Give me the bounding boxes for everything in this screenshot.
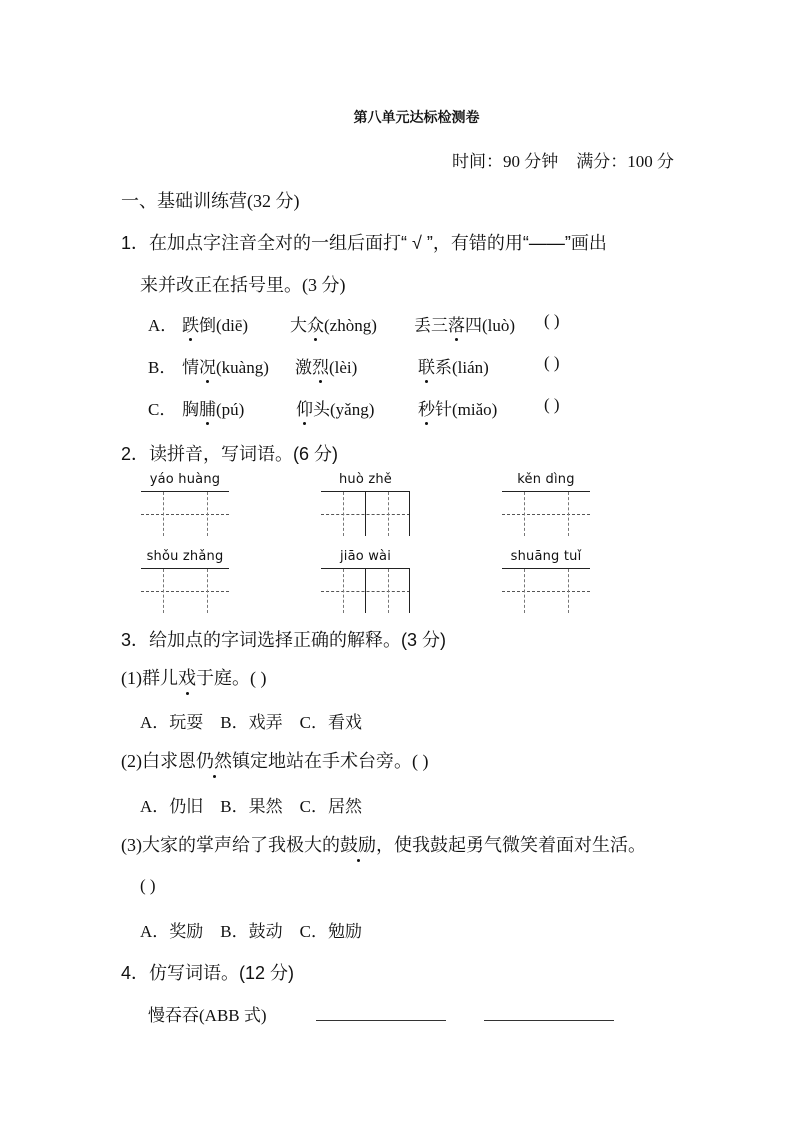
writing-box[interactable]: [502, 491, 590, 536]
word-item: 跌倒(diē): [182, 311, 248, 336]
grid-pinyin: shǒu zhǎng: [146, 549, 224, 564]
q2-prompt-text: 读拼音，写词语。(6 分): [149, 444, 339, 464]
dotted-char: 况: [199, 353, 216, 378]
q3-sub3-answer[interactable]: ( ): [140, 876, 156, 895]
dotted-char: 鼓励: [340, 831, 376, 857]
q4-prompt-text: 仿写词语。(12 分): [149, 963, 295, 983]
dotted-char: 落: [448, 311, 465, 336]
q1-prompt: [121, 229, 607, 255]
q3-prompt: [121, 626, 446, 652]
answer-blank-2[interactable]: [484, 1020, 614, 1021]
q2-number: 2．: [121, 444, 150, 464]
word-item: 秒针(miǎo): [418, 395, 497, 420]
word-item: 情况(kuàng): [182, 353, 269, 378]
exam-meta: [452, 147, 674, 172]
writing-box[interactable]: [141, 491, 229, 536]
writing-box[interactable]: [321, 568, 410, 613]
q3-sub3-choices: A．奖励 B．鼓动 C．勉励: [140, 922, 362, 941]
dotted-char: 秒: [418, 395, 435, 420]
dotted-char: 跌: [182, 311, 199, 336]
option-label: C．: [148, 400, 177, 419]
q3-sub1-choices: A．玩耍 B．戏弄 C．看戏: [140, 713, 362, 732]
q3-prompt-text: 给加点的字词选择正确的解释。(3 分): [149, 630, 447, 650]
writing-box[interactable]: [321, 491, 410, 536]
dotted-char: 戏: [178, 664, 196, 690]
answer-parens[interactable]: ( ): [544, 395, 560, 414]
option-label: A．: [148, 316, 178, 335]
writing-box[interactable]: [141, 568, 229, 613]
full-score: 满分：100 分: [576, 152, 674, 171]
q4-example: 慢吞吞(ABB 式): [148, 1006, 267, 1025]
q3-sub3: (3)大家的掌声给了我极大的鼓励，使我鼓起勇气微笑着面对生活。: [121, 831, 646, 857]
dotted-char: 脯: [199, 395, 216, 420]
word-item: 丢三落四(luò): [414, 311, 515, 336]
q3-sub2-choices: A．仍旧 B．果然 C．居然: [140, 797, 362, 816]
q1-prompt-line1: 在加点字注音全对的一组后面打“ √ ”，有错的用“——”画出: [149, 233, 607, 253]
q4-number: 4．: [121, 963, 150, 983]
word-item: 仰头(yǎng): [296, 395, 374, 420]
q4-prompt: [121, 959, 294, 985]
writing-box[interactable]: [502, 568, 590, 613]
q2-prompt: [121, 440, 338, 466]
q3-number: 3．: [121, 630, 150, 650]
dotted-char: 联: [418, 353, 435, 378]
word-item: 大众(zhòng): [290, 311, 377, 336]
q1-prompt-line2: 来并改正在括号里。(3 分): [140, 275, 346, 295]
grid-pinyin: kěn dìng: [517, 472, 575, 487]
grid-pinyin: huò zhě: [338, 472, 393, 487]
option-label: B．: [148, 358, 177, 377]
dotted-char: 众: [307, 311, 324, 336]
grid-pinyin: jiāo wài: [339, 549, 392, 564]
word-item: 激烈(lèi): [295, 353, 357, 378]
grid-pinyin: yáo huàng: [149, 472, 221, 487]
dotted-char: 烈: [312, 353, 329, 378]
q3-sub1: (1)群儿戏于庭。( ): [121, 664, 267, 690]
section-heading: 一、基础训练营(32 分): [121, 191, 300, 211]
answer-parens[interactable]: ( ): [544, 311, 560, 330]
grid-pinyin: shuāng tuǐ: [510, 549, 582, 564]
q1-number: 1．: [121, 233, 150, 253]
time-limit: 时间：90 分钟: [452, 152, 559, 171]
dotted-char: 仍然: [196, 747, 232, 773]
dotted-char: 仰: [296, 395, 313, 420]
word-item: 联系(lián): [418, 353, 489, 378]
q3-sub2: (2)白求恩仍然镇定地站在手术台旁。( ): [121, 747, 429, 773]
page-title: 第八单元达标检测卷: [353, 110, 480, 126]
answer-parens[interactable]: ( ): [544, 353, 560, 372]
answer-blank-1[interactable]: [316, 1020, 446, 1021]
word-item: 胸脯(pú): [182, 395, 244, 420]
